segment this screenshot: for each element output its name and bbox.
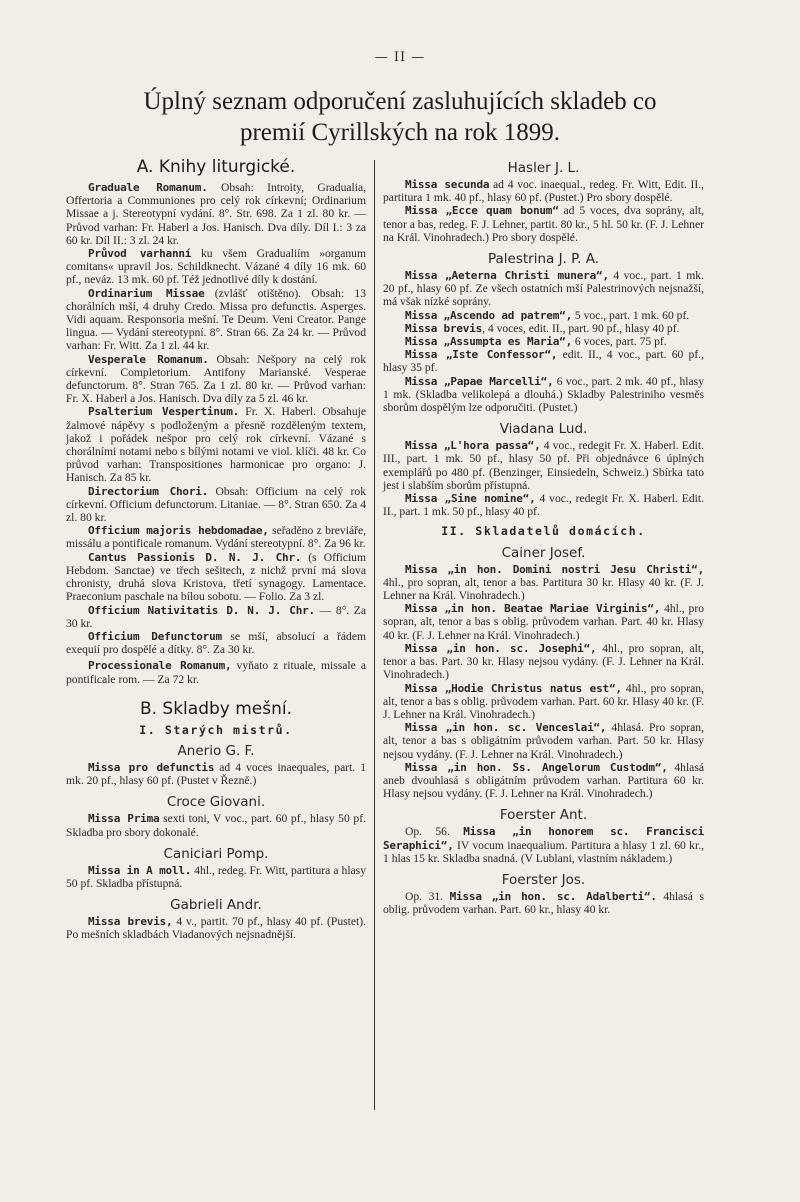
entry-description: ad 4 voc. inaequal., redeg. Fr. Witt, Edit. II., partitura 1 mk. 40 pf., hlasy 60 pf. (Pustet.) Pro sbory dospělé. (383, 178, 704, 205)
section-heading-a: A. Knihy liturgické. (136, 157, 296, 177)
page-title (60, 86, 740, 148)
entry-title: Missa „in hon. Domini nostri Jesu Christi“, (405, 562, 704, 576)
list-item (383, 204, 704, 244)
composers-list-right-b (383, 544, 704, 917)
entry-title: Missa „Sine nomine“, (405, 492, 536, 506)
entry-description: 4hl., pro sopran, alt, tenor a bas s oblig. průvodem varhan. Part. 60 kr. Hlasy 40 kr. (F. J. Lehner na Král. Vinohradech.) (383, 681, 704, 721)
entry-description: ad 4 voces inaequales, part. 1 mk. 20 pf., hlasy 60 pf. (Pustet v Řezně.) (66, 760, 367, 788)
entry-description: Fr. X. Haberl. Obsahuje žalmové nápěvy s podloženým a přesně rozděleným textem, jakož i pořádek nešpor pro celý rok církevní. Vázané s chorálními notami nebo s bílými notami ve viol. klíči. 48 kr. Co průvod varhan: Transpositiones harmonicae pro organo: J. Hanisch. Za 85 kr. (66, 405, 366, 485)
opus-number: Op. 31. (405, 889, 450, 903)
entry-title: Missa „Hodie Christus natus est“, (405, 681, 622, 695)
title-line-2: premií Cyrillských na rok 1899. (239, 119, 561, 146)
entry-title: Ordinarium Missae (88, 286, 205, 300)
composers-list-right-a (383, 159, 704, 518)
entry-title: Missa secunda (405, 178, 490, 191)
list-item (66, 405, 366, 484)
list-item (383, 309, 704, 322)
liturgical-books-list (66, 181, 366, 686)
list-item (383, 269, 704, 309)
entry-title: Graduale Romanum. (88, 181, 208, 194)
list-item (383, 563, 704, 603)
entry-title: Missa „L'hora passa“, (405, 439, 541, 453)
column-divider (374, 160, 375, 1110)
composer-heading: Cainer Josef. (501, 544, 586, 561)
entry-title: Missa pro defunctis (88, 760, 215, 774)
list-item (383, 492, 704, 518)
opus-number: Op. 56. (405, 825, 464, 839)
list-item (66, 181, 366, 247)
entry-title: Missa „in hon. sc. Venceslai“, (405, 721, 607, 735)
entry-title: Missa „Ecce quam bonum“ (405, 204, 559, 218)
list-item (66, 353, 366, 406)
list-item (66, 915, 366, 941)
entry-title: Officium Nativitatis D. N. J. Chr. (88, 603, 315, 617)
entry-title: Directorium Chori. (88, 484, 209, 498)
entry-title: Cantus Passionis D. N. J. Chr. (88, 550, 302, 564)
composer-heading: Foerster Jos. (501, 871, 586, 888)
entry-description: 4hl., pro sopran, alt, tenor a bas. Partitura 30 kr. Hlasy 40 kr. (F. J. Lehner na Král. Vinohradech.) (383, 575, 704, 603)
entry-description: 4hlasá s oblig. průvodem varhan. Part. 60 kr., hlasy 40 kr. (383, 889, 704, 917)
list-item (66, 604, 366, 630)
list-item (383, 375, 704, 415)
entry-title: Missa „in hon. sc. Adalberti“. (449, 889, 657, 903)
entry-title: Missa „in hon. sc. Josephi“, (405, 641, 597, 655)
entry-description: ku všem Gradualiím »organum comitans« upravil Jos. Schildknecht. Vázané 4 díly 16 mk. 60 pf., neváz. 13 mk. 60 pf. Též jednotlivé díly k dostání. (66, 247, 366, 287)
subsection-heading-2: II. Skladatelů domácích. (441, 524, 646, 539)
list-item (383, 721, 704, 761)
entry-title: Missa „Papae Marcelli“, (405, 374, 554, 388)
entry-description: vyňato z rituale, missale a pontificale rom. — Za 72 kr. (66, 659, 366, 686)
list-item (383, 178, 704, 204)
list-item (383, 602, 704, 642)
list-item (383, 348, 704, 374)
list-item (66, 247, 366, 287)
entry-description: Obsah: Introity, Gradualia, Offertoria a Communiones pro celý rok církevní; Ordinarium Missae a j. Stereotypní vydání. 8°. Str. 698. Za 1 zl. 80 kr. — Průvod varhan: Fr. Haberl a Jos. Hanisch. Dva díly. Díl I.: 3 za 60 kr. Díl II.: 3 zl. 24 kr. (66, 181, 366, 247)
entry-description: 4hl., pro sopran, alt, tenor a bas s oblig. průvodem varhan. Part. 40 kr. Hlasy 40 kr. (F. J. Lehner na Král. Vinohradech.) (383, 602, 704, 642)
entry-description: se mší, absolucí a řádem exequií pro dospělé a dítky. 8°. Za 30 kr. (66, 629, 366, 657)
entry-title: Officium Defunctorum (88, 629, 222, 643)
entry-description: 4 voc., part. 1 mk. 20 pf., hlasy 60 pf. Ze všech ostatních mší Palestrinových nejsnažší, má však nízké soprány. (383, 269, 704, 309)
list-item (66, 659, 366, 685)
list-item (66, 630, 366, 656)
entry-title: Missa „Aeterna Christi munera“, (405, 269, 609, 283)
entry-description: Obsah: Officium na celý rok církevní. Officium defunctorum. Litaniae. — 8°. Stran 650. Za 4 zl. 80 kr. (66, 484, 366, 525)
list-item (66, 864, 366, 890)
page-number: — II — (374, 50, 426, 65)
entry-description: 4hlasá. Pro sopran, alt, tenor a bas s obligátním průvodem varhan. Part. 50 kr. Hlasy nejsou vydány. (F. J. Lehner na Král. Vinohradech.) (383, 721, 704, 761)
composer-heading: Anerio G. F. (177, 742, 255, 759)
entry-title: Průvod varhanní (88, 247, 192, 261)
list-item (383, 642, 704, 682)
list-item (66, 812, 366, 838)
entry-description: , 4 voces, edit. II., part. 90 pf., hlasy 40 pf. (482, 321, 680, 335)
entry-description: 4 voc., redegit Fr. X. Haberl. Edit. III., part. 1 mk. 50 pf., hlasy 50 pf. Při objednávce 6 úplných exemplářů po 480 pf. (Benzinger, Einsiedeln, Schweiz.) Sbírka tato jest i slabším sborům přístupná. (383, 439, 704, 492)
list-item (383, 322, 704, 335)
entry-description: — 8°. Za 30 kr. (66, 603, 366, 630)
entry-title: Missa Prima (88, 812, 160, 826)
entry-description: 4hl., pro sopran, alt, tenor a bas. Part. 30 kr. Hlasy nejsou vydány. (F. J. Lehner na Král. Vinohradech.) (383, 641, 704, 682)
entry-title: Missa brevis (405, 321, 483, 335)
entry-description: 6 voces, part. 75 pf. (572, 335, 667, 349)
entry-title: Missa „Ascendo ad patrem“, (405, 308, 572, 322)
entry-title: Processionale Romanum, (88, 659, 232, 673)
entry-title: Missa „in hon. Beatae Mariae Virginis“, (405, 602, 661, 616)
list-item (66, 287, 366, 353)
right-column (383, 156, 704, 916)
list-item (383, 825, 704, 865)
list-item (66, 761, 366, 787)
composer-heading: Gabrieli Andr. (170, 897, 262, 914)
list-item (383, 682, 704, 722)
entry-description: (zvlášť otištěno). Obsah: 13 chorálních mší, 4 druhy Credo. Missa pro defunctis. Asperges. Vidi aquam. Responsoria mešní. Te Deum. Veni Creator. Pange lingua. — Vydání stereotypní. 8°. Stran 66. Za 24 kr. — Průvod varhan: Fr. Witt. Za 1 zl. 44 kr. (66, 286, 367, 353)
title-line-1: Úplný seznam odporučení zasluhujících skladeb co (143, 88, 657, 115)
list-item (383, 761, 704, 801)
composer-heading: Viadana Lud. (499, 421, 588, 438)
entry-title: Officium majoris hebdomadae, (88, 524, 269, 538)
entry-description: 4 v., partit. 70 pf., hlasy 40 pf. (Pustet). Po mešních skladbách Viadanových nejsnadnější. (66, 915, 366, 942)
entry-description: edit. II., 4 voc., part. 60 pf., hlasy 35 pf. (383, 348, 704, 375)
entry-description: seřaděno z breviáře, missálu a pontificale romanum. Vydání stereotypní. 8°. Za 96 kr. (66, 524, 366, 551)
composer-heading: Caniciari Pomp. (163, 845, 269, 862)
list-item (383, 335, 704, 348)
entry-title: Vesperale Romanum. (88, 352, 209, 366)
list-item (66, 485, 366, 525)
entry-description: 6 voc., part. 2 mk. 40 pf., hlasy 1 mk. (Skladba velikolepá a dlouhá.) Skladby Palestriniho vesměs sborům dospělým lze odporučiti. (Pustet.) (383, 374, 704, 415)
entry-description: 5 voc., part. 1 mk. 60 pf. (572, 308, 690, 322)
entry-description: 4hlasá aneb dvouhlasá s obligátním průvodem varhan. Partitura 60 kr. Hlasy nejsou vydány. (F. J. Lehner na Král. Vinohradech.) (383, 760, 704, 801)
composer-heading: Hasler J. L. (507, 160, 580, 176)
composer-heading: Palestrina J. P. A. (487, 251, 600, 268)
entry-title: Missa brevis, (88, 915, 173, 929)
list-item (383, 439, 704, 492)
list-item (383, 890, 704, 916)
entry-description: 4 voc., redegit Fr. X. Haberl. Edit. II., part. 1 mk. 50 pf., hlasy 40 pf. (383, 492, 705, 519)
entry-title: Missa „Iste Confessor“, (405, 348, 558, 362)
composers-list-left (66, 742, 366, 942)
composer-heading: Foerster Ant. (499, 807, 588, 824)
entry-description: ad 5 voces, dva soprány, alt, tenor a bas, redeg. F. J. Lehner, partit. 80 kr., 5 hl. 50 kr. (F. J. Lehner na Král. Vinohradech.) Pro sbory dospělé. (383, 204, 704, 244)
entry-title: Missa „Assumpta es Maria“, (405, 335, 572, 349)
left-column (66, 156, 366, 942)
entry-title: Psalterium Vespertinum. (88, 405, 240, 419)
section-heading-b: B. Skladby mešní. (139, 698, 293, 719)
entry-description: sexti toni, V voc., part. 60 pf., hlasy 50 pf. Skladba pro sbory dokonalé. (66, 812, 366, 839)
list-item (66, 524, 366, 550)
subsection-heading-1: I. Starých mistrů. (139, 722, 293, 737)
entry-title: Missa in A moll. (88, 863, 192, 877)
entry-title: Missa „in hon. Ss. Angelorum Custodm“, (405, 760, 668, 774)
entry-description: Obsah: Nešpory na celý rok církevní. Completorium. Antifony Marianské. Vesperae defunctorum. 8°. Stran 765. Za 1 zl. 80 kr. — Průvod varhan: Fr. X. Haberl a Jos. Hanisch. Dva díly za 5 zl. 46 kr. (66, 352, 367, 406)
list-item (66, 551, 366, 604)
composer-heading: Croce Giovani. (166, 794, 266, 811)
entry-description: 4hl., redeg. Fr. Witt, partitura a hlasy 50 pf. Skladba přístupná. (66, 863, 366, 890)
entry-description: IV vocum inaequalium. Partitura a hlasy 1 zl. 60 kr., 1 hlas 15 kr. Skladba snadná. (V Lublani, vlastním nákladem.) (383, 838, 704, 865)
entry-description: (s Officium Hebdom. Sanctae) ve třech sešitech, z nichž první má slova chronisty, druhá slova Kristova, třetí synagogy. Lamentace. Praeconium paschale na bílou sobotu. — Folio. Za 3 zl. (66, 550, 366, 604)
entry-title: Missa „in honorem sc. Francisci Seraphici“, (383, 825, 704, 852)
